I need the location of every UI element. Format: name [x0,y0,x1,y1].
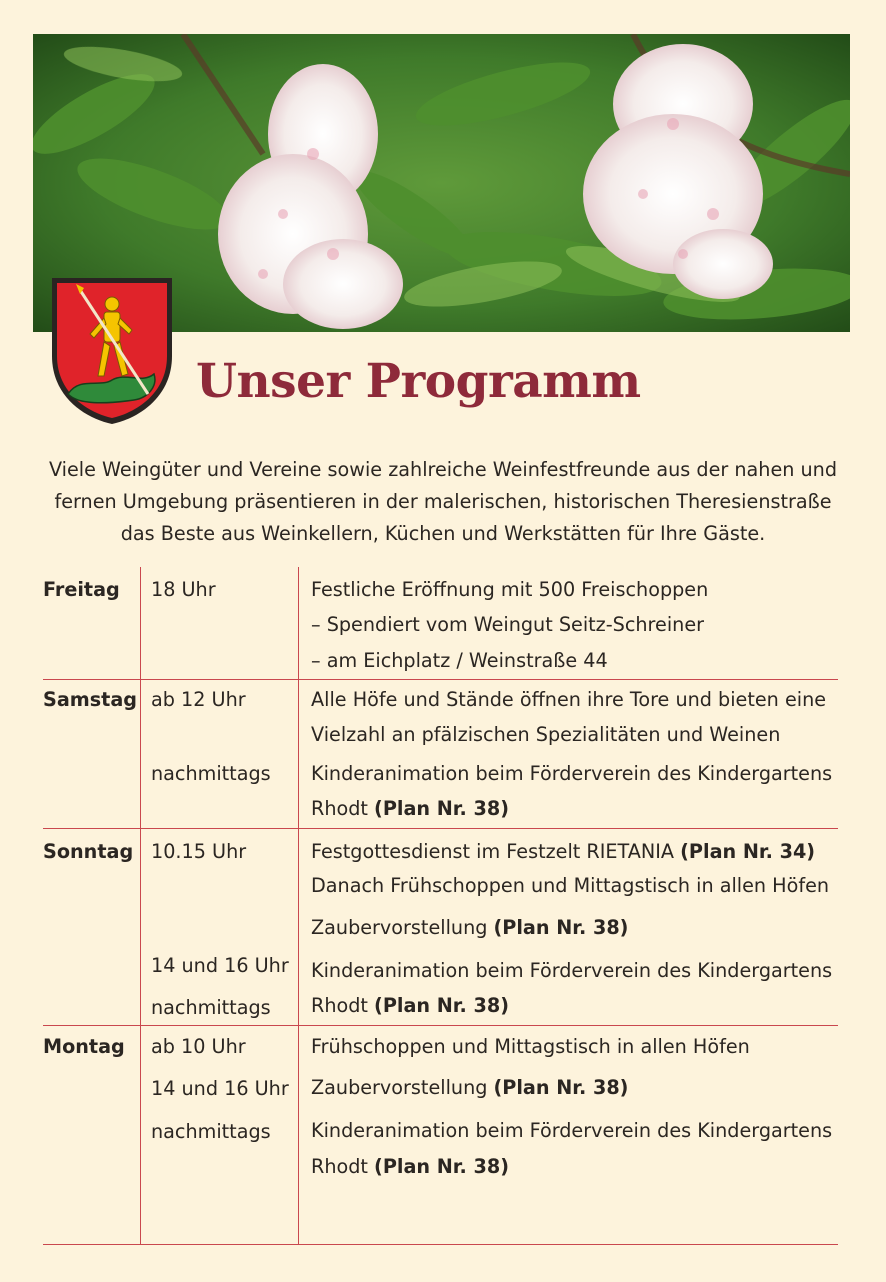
plan-reference: (Plan Nr. 34) [680,840,816,863]
row-divider [43,679,838,680]
time-sonntag-1: 10.15 Uhr [151,840,247,863]
row-divider [43,828,838,829]
desc-sonntag-5 [311,993,509,1019]
day-samstag: Samstag [43,688,138,711]
day-freitag: Freitag [43,578,120,601]
desc-text: Rhodt [311,994,375,1017]
time-sonntag-3: nachmittags [151,996,271,1019]
plan-reference: (Plan Nr. 38) [374,1155,509,1178]
row-divider [43,1244,838,1245]
plan-reference: (Plan Nr. 38) [374,994,509,1017]
desc-samstag-1: Alle Höfe und Stände öffnen ihre Tore und bieten eine [311,688,827,711]
time-montag-2: 14 und 16 Uhr [151,1077,289,1100]
desc-sonntag-2: Danach Frühschoppen und Mittagstisch in allen Höfen [311,874,830,897]
desc-sonntag-3 [311,915,628,941]
column-divider [298,567,299,1245]
desc-text: Zaubervorstellung [311,1076,494,1099]
time-freitag: 18 Uhr [151,578,216,601]
time-samstag-2: nachmittags [151,762,271,785]
time-samstag-1: ab 12 Uhr [151,688,246,711]
time-montag-3: nachmittags [151,1120,271,1143]
coat-of-arms-icon [50,276,174,426]
desc-freitag-2: – Spendiert vom Weingut Seitz-Schreiner [311,613,705,636]
desc-sonntag-4: Kinderanimation beim Förderverein des Kindergartens [311,959,833,982]
plan-reference: (Plan Nr. 38) [493,916,629,939]
intro-line: das Beste aus Weinkellern, Küchen und Werkstätten für Ihre Gäste. [120,522,766,545]
desc-montag-2 [311,1075,628,1101]
desc-text: Zaubervorstellung [311,916,494,939]
plan-reference: (Plan Nr. 38) [374,797,509,820]
day-montag: Montag [43,1035,125,1058]
desc-freitag-3: – am Eichplatz / Weinstraße 44 [311,649,608,672]
desc-montag-4 [311,1154,509,1180]
desc-samstag-3: Kinderanimation beim Förderverein des Kindergartens [311,762,833,785]
page-title: Unser Programm [196,354,641,409]
time-sonntag-2: 14 und 16 Uhr [151,954,289,977]
intro-line: Viele Weingüter und Vereine sowie zahlreiche Weinfestfreunde aus der nahen und [48,458,838,481]
desc-text: Festgottesdienst im Festzelt RIETANIA [311,840,681,863]
desc-montag-1: Frühschoppen und Mittagstisch in allen Höfen [311,1035,750,1058]
row-divider [43,1025,838,1026]
intro-paragraph [30,454,856,550]
desc-text: Rhodt [311,797,375,820]
time-montag-1: ab 10 Uhr [151,1035,246,1058]
desc-montag-3: Kinderanimation beim Förderverein des Kindergartens [311,1119,833,1142]
desc-samstag-4 [311,796,509,822]
column-divider [140,567,141,1245]
day-sonntag: Sonntag [43,840,134,863]
plan-reference: (Plan Nr. 38) [493,1076,629,1099]
desc-samstag-2: Vielzahl an pfälzischen Spezialitäten und Weinen [311,723,781,746]
desc-freitag-1: Festliche Eröffnung mit 500 Freischoppen [311,578,709,601]
desc-text: Rhodt [311,1155,375,1178]
desc-sonntag-1 [311,839,815,865]
intro-line: fernen Umgebung präsentieren in der malerischen, historischen Theresienstraße [54,490,832,513]
